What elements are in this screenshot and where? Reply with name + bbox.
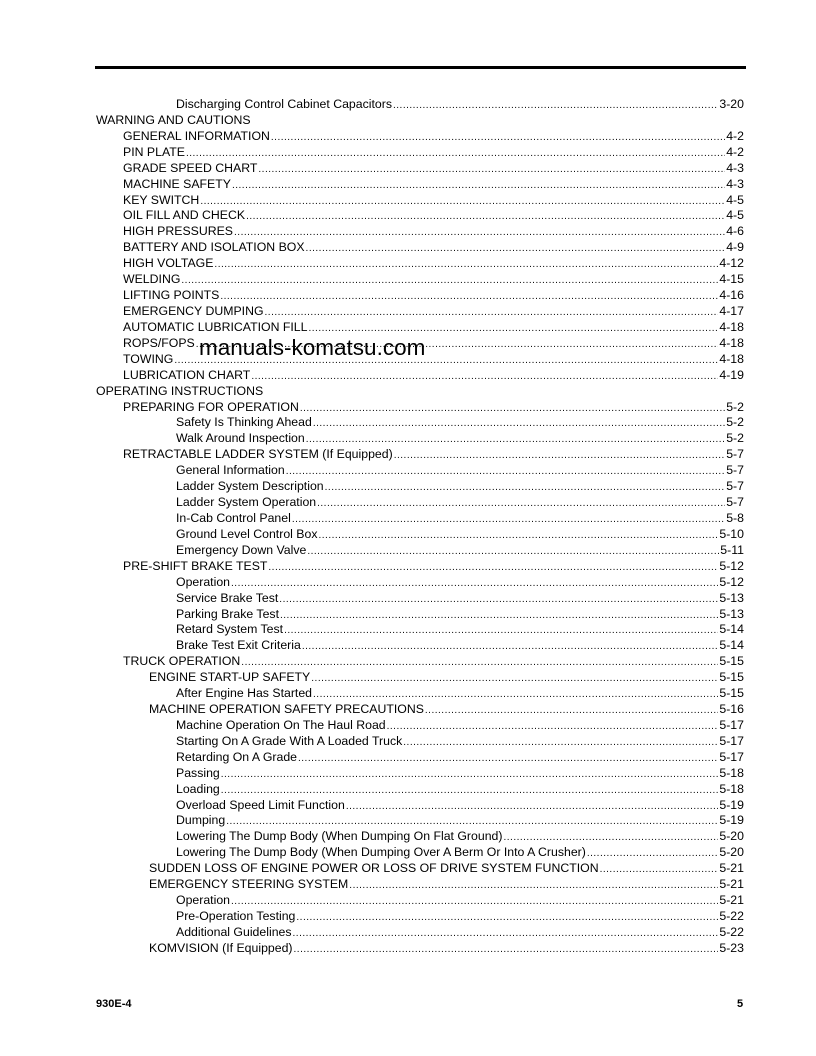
toc-entry[interactable] [96, 750, 744, 766]
toc-entry[interactable] [96, 511, 744, 527]
dot-leader [220, 289, 718, 304]
toc-entry-title: PRE-SHIFT BRAKE TEST [123, 558, 268, 573]
toc-entry[interactable] [96, 97, 744, 113]
dot-leader [200, 194, 725, 209]
toc-entry-title: EMERGENCY DUMPING [123, 303, 264, 318]
toc-entry-title: Walk Around Inspection [176, 431, 305, 446]
dot-leader [246, 209, 725, 224]
dot-leader [231, 894, 718, 909]
toc-entry-page: 5-18 [719, 765, 744, 780]
toc-entry[interactable] [96, 813, 744, 829]
toc-section-heading[interactable] [96, 384, 744, 400]
toc-entry-title: Discharging Control Cabinet Capacitors [176, 97, 392, 111]
toc-entry[interactable] [96, 622, 744, 638]
dot-leader [425, 703, 718, 718]
toc-entry-title: TOWING [123, 351, 174, 366]
toc-entry-page: 5-19 [719, 797, 744, 812]
toc-entry[interactable] [96, 224, 744, 240]
toc-entry-page: 4-15 [719, 272, 744, 287]
toc-entry-page: 5-23 [719, 940, 744, 955]
toc-entry-page: 5-20 [719, 829, 744, 844]
dot-leader [349, 878, 718, 893]
toc-entry-page: 5-17 [719, 733, 744, 748]
toc-entry[interactable] [96, 256, 744, 272]
toc-entry-title: Passing [176, 765, 220, 780]
toc-entry[interactable] [96, 766, 744, 782]
toc-entry-page: 4-6 [726, 224, 744, 239]
toc-entry-title: Retarding On A Grade [176, 749, 297, 764]
dot-leader [387, 719, 719, 734]
watermark: manuals-komatsu.com [199, 335, 426, 360]
toc-entry-title: WARNING AND CAUTIONS [96, 112, 251, 127]
toc-entry-title: OIL FILL AND CHECK [123, 208, 246, 223]
toc-entry-title: WELDING [123, 272, 181, 287]
toc-entry-page: 5-7 [726, 447, 744, 462]
toc-entry[interactable] [96, 845, 744, 861]
toc-entry-page: 5-17 [719, 749, 744, 764]
toc-entry-title: PREPARING FOR OPERATION [123, 399, 299, 414]
dot-leader [241, 655, 718, 670]
toc-entry[interactable] [96, 177, 744, 193]
dot-leader [503, 830, 718, 845]
toc-entry[interactable] [96, 893, 744, 909]
toc-entry-title: Lowering The Dump Body (When Dumping On Flat Ground) [176, 829, 503, 844]
dot-leader [300, 401, 725, 416]
toc-entry-page: 5-19 [719, 813, 744, 828]
toc-entry-page: 5-7 [726, 479, 744, 494]
toc-entry[interactable] [96, 145, 744, 161]
dot-leader [296, 910, 718, 925]
toc-entry[interactable] [96, 861, 744, 877]
toc-entry-page: 5-12 [719, 558, 744, 573]
table-of-contents [96, 97, 744, 957]
toc-entry-page: 5-8 [726, 510, 744, 525]
toc-entry-title: Parking Brake Test [176, 606, 279, 621]
toc-entry-page: 5-14 [719, 622, 744, 637]
dot-leader [258, 162, 725, 177]
dot-leader [234, 225, 725, 240]
dot-leader [403, 735, 718, 750]
toc-entry-page: 5-2 [726, 431, 744, 446]
toc-entry-page: 5-15 [719, 654, 744, 669]
toc-entry-title: Starting On A Grade With A Loaded Truck [176, 733, 403, 748]
toc-entry-title: Machine Operation On The Haul Road [176, 717, 386, 732]
dot-leader [308, 321, 718, 336]
dot-leader [294, 942, 719, 957]
dot-leader [306, 432, 725, 447]
toc-entry-page: 4-19 [719, 367, 744, 382]
dot-leader [317, 496, 725, 511]
dot-leader [319, 528, 719, 543]
toc-entry[interactable] [96, 272, 744, 288]
toc-entry[interactable] [96, 415, 744, 431]
toc-entry[interactable] [96, 686, 744, 702]
toc-entry-title: After Engine Has Started [176, 686, 313, 701]
toc-entry[interactable] [96, 575, 744, 591]
toc-entry[interactable] [96, 288, 744, 304]
dot-leader [226, 814, 718, 829]
toc-entry[interactable] [96, 909, 744, 925]
toc-entry-page: 5-14 [719, 638, 744, 653]
toc-entry-page: 4-17 [719, 303, 744, 318]
toc-entry-page: 5-2 [726, 415, 744, 430]
toc-entry-page: 5-22 [719, 924, 744, 939]
toc-entry[interactable] [96, 368, 744, 384]
toc-entry-title: Overload Speed Limit Function [176, 797, 345, 812]
toc-entry-page: 4-18 [719, 319, 744, 334]
toc-entry-title: Retard System Test [176, 622, 284, 637]
toc-entry[interactable] [96, 798, 744, 814]
toc-entry-page: 5-18 [719, 781, 744, 796]
toc-entry-page: 5-12 [719, 574, 744, 589]
toc-entry-title: MACHINE OPERATION SAFETY PRECAUTIONS [149, 702, 424, 717]
toc-entry-page: 5-10 [719, 526, 744, 541]
toc-entry[interactable] [96, 400, 744, 416]
toc-entry[interactable] [96, 559, 744, 575]
toc-entry-title: ROPS/FOPS [123, 335, 195, 350]
toc-entry-page: 5-15 [719, 670, 744, 685]
dot-leader [279, 592, 718, 607]
toc-entry[interactable] [96, 304, 744, 320]
dot-leader [251, 369, 718, 384]
dot-leader [325, 480, 726, 495]
toc-entry[interactable] [96, 877, 744, 893]
toc-entry[interactable] [96, 479, 744, 495]
dot-leader [286, 464, 726, 479]
toc-entry-title: LUBRICATION CHART [123, 367, 251, 382]
toc-entry-title: Brake Test Exit Criteria [176, 638, 301, 653]
toc-entry-page: 3-20 [719, 97, 744, 111]
toc-entry-title: Additional Guidelines [176, 924, 292, 939]
footer-page-number: 5 [737, 998, 744, 1010]
toc-entry[interactable] [96, 607, 744, 623]
toc-entry-title: Operation [176, 893, 231, 908]
toc-entry-page: 5-13 [719, 590, 744, 605]
toc-entry[interactable] [96, 718, 744, 734]
toc-entry-title: Loading [176, 781, 220, 796]
toc-entry-page: 5-13 [719, 606, 744, 621]
toc-entry-page: 5-17 [719, 717, 744, 732]
toc-entry-page: 5-15 [719, 686, 744, 701]
dot-leader [600, 862, 719, 877]
toc-entry-title: ENGINE START-UP SAFETY [149, 670, 311, 685]
toc-entry[interactable] [96, 543, 744, 559]
dot-leader [313, 416, 725, 431]
toc-entry-title: TRUCK OPERATION [123, 654, 241, 669]
toc-entry-page: 5-16 [719, 702, 744, 717]
toc-entry-title: HIGH VOLTAGE [123, 256, 214, 271]
toc-entry-title: BATTERY AND ISOLATION BOX [123, 240, 305, 255]
toc-entry[interactable] [96, 591, 744, 607]
toc-entry-title: Service Brake Test [176, 590, 279, 605]
toc-entry-page: 5-2 [726, 399, 744, 414]
toc-section-heading[interactable] [96, 113, 744, 129]
dot-leader [311, 671, 718, 686]
toc-entry-title: Lowering The Dump Body (When Dumping Over A Berm Or Into A Crusher) [176, 845, 586, 860]
toc-entry-title: Operation [176, 574, 231, 589]
toc-entry-title: Emergency Down Valve [176, 542, 307, 557]
dot-leader [181, 273, 718, 288]
toc-entry-title: AUTOMATIC LUBRICATION FILL [123, 319, 308, 334]
dot-leader [298, 751, 718, 766]
toc-entry-title: General Information [176, 463, 285, 478]
toc-entry-page: 5-21 [719, 877, 744, 892]
toc-entry[interactable] [96, 431, 744, 447]
dot-leader [587, 846, 719, 861]
toc-entry-page: 5-7 [726, 495, 744, 510]
toc-entry-title: Safety Is Thinking Ahead [176, 415, 312, 430]
toc-entry-page: 5-7 [726, 463, 744, 478]
toc-entry-title: MACHINE SAFETY [123, 176, 231, 191]
toc-entry-page: 4-2 [726, 144, 744, 159]
toc-entry-page: 4-2 [726, 128, 744, 143]
dot-leader [293, 926, 719, 941]
toc-entry-page: 4-12 [719, 256, 744, 271]
dot-leader [280, 608, 718, 623]
toc-entry-title: GRADE SPEED CHART [123, 160, 258, 175]
toc-entry-title: EMERGENCY STEERING SYSTEM [149, 877, 349, 892]
dot-leader [313, 687, 718, 702]
toc-entry-page: 4-18 [719, 351, 744, 366]
dot-leader [186, 146, 725, 161]
toc-entry-page: 4-3 [726, 160, 744, 175]
toc-entry[interactable] [96, 463, 744, 479]
toc-entry-title: KEY SWITCH [123, 192, 200, 207]
toc-entry[interactable] [96, 208, 744, 224]
toc-entry[interactable] [96, 638, 744, 654]
toc-entry-title: Pre-Operation Testing [176, 909, 296, 924]
toc-entry[interactable] [96, 320, 744, 336]
toc-entry-title: OPERATING INSTRUCTIONS [96, 383, 264, 398]
toc-entry[interactable] [96, 925, 744, 941]
toc-entry[interactable] [96, 240, 744, 256]
toc-entry-page: 5-21 [719, 861, 744, 876]
toc-entry-page: 5-22 [719, 909, 744, 924]
toc-entry-title: HIGH PRESSURES [123, 224, 234, 239]
dot-leader [231, 576, 718, 591]
dot-leader [394, 448, 726, 463]
toc-entry[interactable] [96, 129, 744, 145]
dot-leader [346, 799, 719, 814]
toc-entry[interactable] [96, 161, 744, 177]
dot-leader [221, 783, 719, 798]
toc-entry-page: 4-3 [726, 176, 744, 191]
toc-entry-title: SUDDEN LOSS OF ENGINE POWER OR LOSS OF DRIVE SYSTEM FUNCTION [149, 861, 599, 876]
toc-entry-page: 4-9 [726, 240, 744, 255]
toc-entry-title: PIN PLATE [123, 144, 185, 159]
toc-entry-title: Ladder System Description [176, 479, 324, 494]
toc-entry-page: 5-21 [719, 893, 744, 908]
header-rule [95, 66, 746, 69]
footer-model: 930E-4 [96, 998, 132, 1010]
dot-leader [284, 623, 718, 638]
dot-leader [306, 241, 726, 256]
dot-leader [307, 544, 719, 559]
toc-entry-title: In-Cab Control Panel [176, 510, 291, 525]
toc-entry-title: GENERAL INFORMATION [123, 128, 270, 143]
toc-entry[interactable] [96, 654, 744, 670]
toc-entry-title: Dumping [176, 813, 226, 828]
toc-entry-title: Ground Level Control Box [176, 526, 318, 541]
toc-entry-page: 4-5 [726, 192, 744, 207]
dot-leader [232, 178, 725, 193]
toc-entry-title: Ladder System Operation [176, 495, 317, 510]
toc-entry[interactable] [96, 527, 744, 543]
toc-entry-page: 5-20 [719, 845, 744, 860]
toc-entry-title: KOMVISION (If Equipped) [149, 940, 293, 955]
dot-leader [221, 767, 719, 782]
toc-entry-page: 5-11 [720, 542, 744, 557]
toc-entry-page: 4-18 [719, 335, 744, 350]
toc-entry[interactable] [96, 734, 744, 750]
dot-leader [268, 560, 718, 575]
toc-entry-page: 4-16 [719, 288, 744, 303]
toc-entry[interactable] [96, 829, 744, 845]
toc-entry-page: 4-5 [726, 208, 744, 223]
dot-leader [302, 639, 719, 654]
toc-entry-title: RETRACTABLE LADDER SYSTEM (If Equipped) [123, 447, 393, 462]
toc-entry[interactable] [96, 941, 744, 957]
toc-entry[interactable] [96, 447, 744, 463]
dot-leader [292, 512, 725, 527]
toc-entry[interactable] [96, 702, 744, 718]
toc-entry[interactable] [96, 193, 744, 209]
dot-leader [214, 257, 718, 272]
dot-leader [265, 305, 719, 320]
dot-leader [271, 130, 725, 145]
toc-entry[interactable] [96, 670, 744, 686]
toc-entry[interactable] [96, 782, 744, 798]
toc-entry[interactable] [96, 495, 744, 511]
toc-entry-title: LIFTING POINTS [123, 288, 220, 303]
dot-leader [393, 98, 718, 113]
